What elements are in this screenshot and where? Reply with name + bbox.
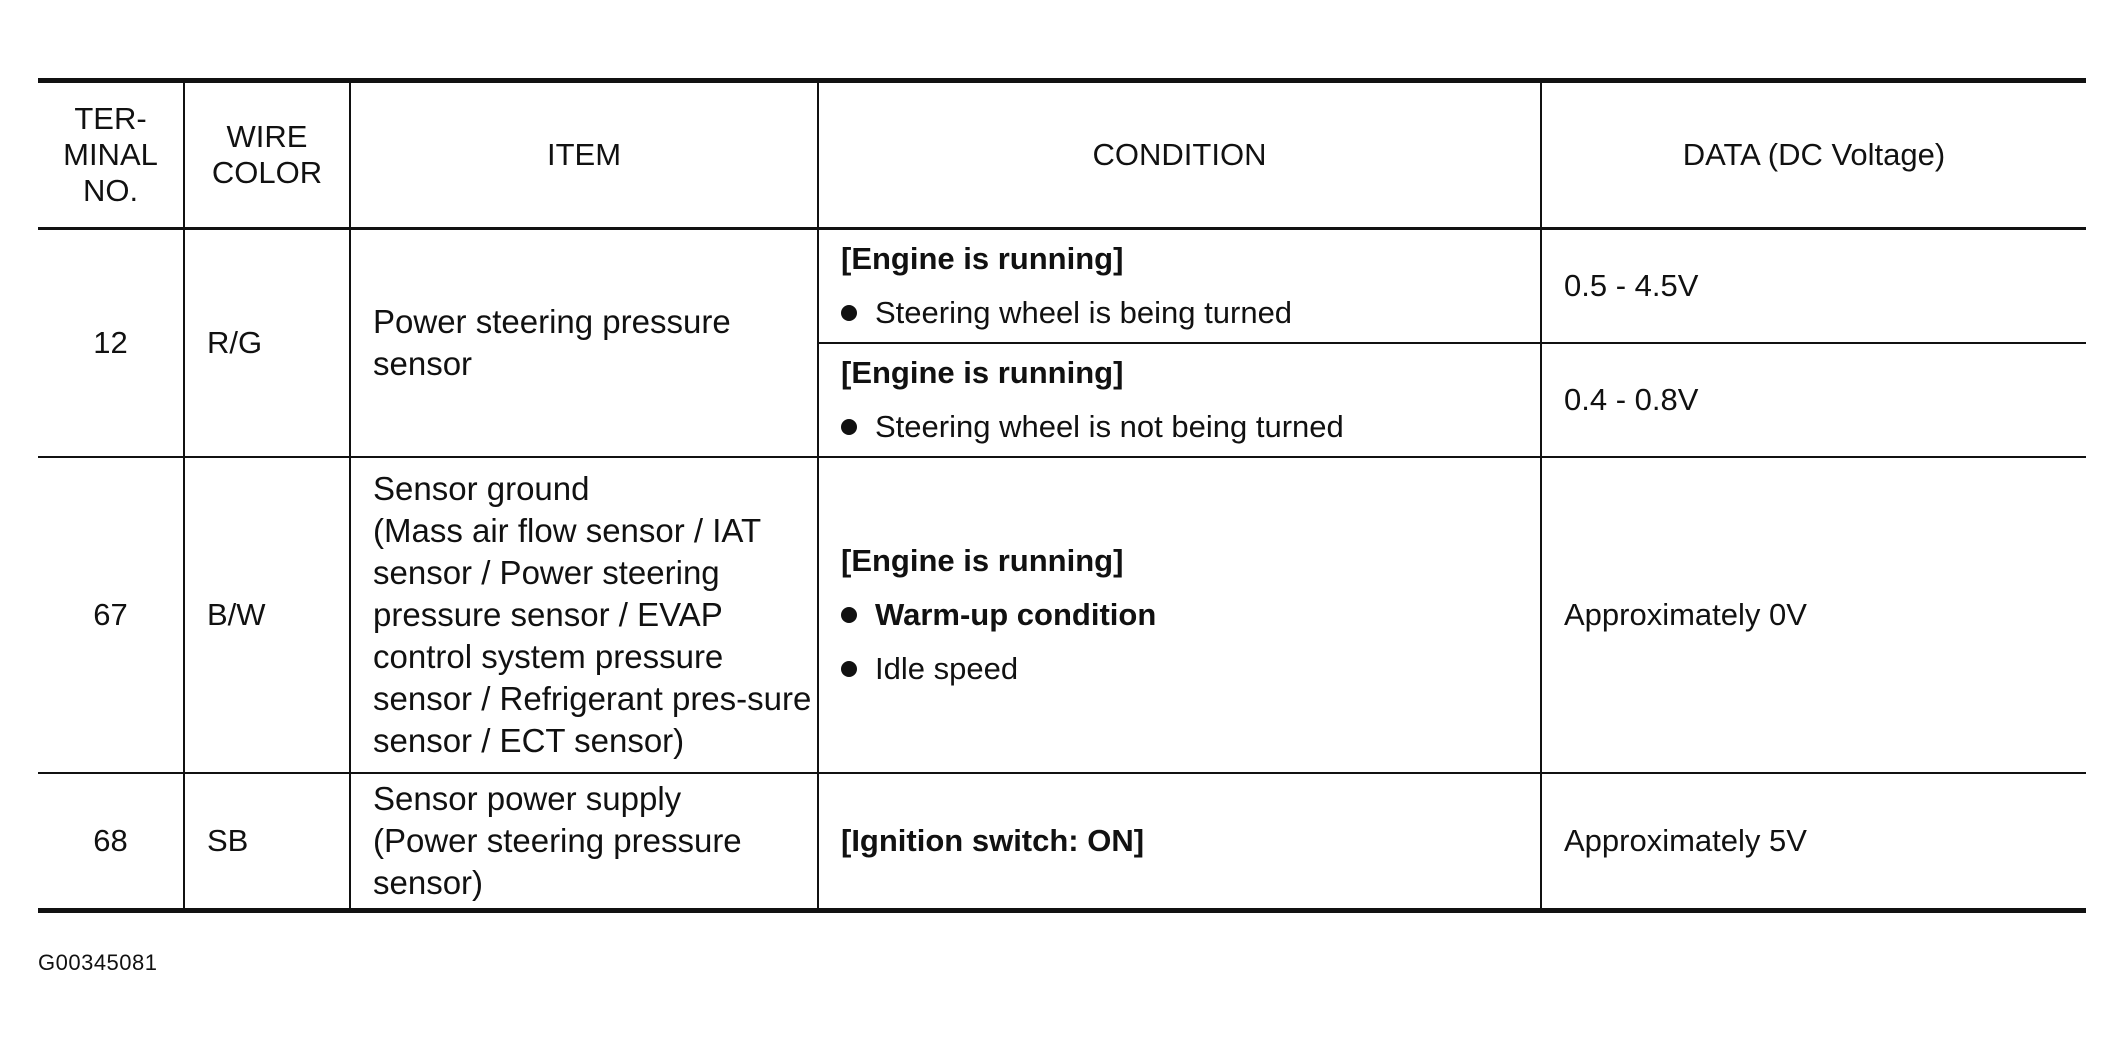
- bullet-dot-icon: [841, 661, 857, 677]
- header-wire-line1: WIRE: [226, 119, 308, 154]
- data-cell: [1541, 343, 2086, 457]
- table-row: [38, 773, 2086, 911]
- wire-color-cell: B/W: [184, 457, 350, 773]
- condition-bullet-text: Warm-up condition: [875, 596, 1157, 632]
- ecm-terminal-table: [38, 78, 2086, 913]
- data-value: Approximately 5V: [1564, 822, 1807, 858]
- header-data: DATA (DC Voltage): [1541, 81, 2086, 229]
- header-terminal-line3: NO.: [82, 173, 139, 208]
- terminal-cell: 68: [38, 773, 184, 911]
- wire-color-cell: SB: [184, 773, 350, 911]
- header-item: ITEM: [350, 81, 818, 229]
- data-cell: [1541, 773, 2086, 911]
- header-condition: CONDITION: [818, 81, 1541, 229]
- table-row: [38, 229, 2086, 343]
- condition-bullet: [841, 407, 1540, 447]
- item-cell: Sensor power supply (Power steering pressure sensor): [350, 773, 818, 911]
- condition-heading: [Engine is running]: [841, 354, 1124, 390]
- condition-heading: [Engine is running]: [841, 542, 1124, 578]
- header-wire-color: [184, 81, 350, 229]
- terminal-cell: 67: [38, 457, 184, 773]
- data-cell: [1541, 229, 2086, 343]
- item-cell: Power steering pressure sensor: [350, 229, 818, 457]
- data-value: Approximately 0V: [1564, 596, 1807, 632]
- header-terminal-no: [38, 81, 184, 229]
- bullet-dot-icon: [841, 305, 857, 321]
- header-wire-line2: COLOR: [211, 155, 323, 190]
- condition-cell: [818, 343, 1541, 457]
- header-terminal-line2: MINAL: [63, 137, 158, 172]
- table-header-row: [38, 81, 2086, 229]
- wire-color-cell: R/G: [184, 229, 350, 457]
- header-terminal-line1: TER-: [74, 101, 147, 136]
- data-cell: [1541, 457, 2086, 773]
- condition-bullet: [841, 649, 1540, 689]
- condition-heading: [Ignition switch: ON]: [841, 822, 1145, 858]
- condition-bullet-text: Steering wheel is not being turned: [875, 408, 1344, 444]
- terminal-cell: 12: [38, 229, 184, 457]
- bullet-dot-icon: [841, 607, 857, 623]
- condition-bullet: [841, 595, 1540, 635]
- bullet-dot-icon: [841, 419, 857, 435]
- condition-bullet-text: Steering wheel is being turned: [875, 294, 1293, 330]
- data-value: 0.4 - 0.8V: [1564, 381, 1699, 417]
- table-row: [38, 457, 2086, 773]
- condition-cell: [818, 229, 1541, 343]
- condition-cell: [818, 773, 1541, 911]
- figure-code: G00345081: [38, 950, 158, 975]
- data-value: 0.5 - 4.5V: [1564, 267, 1699, 303]
- condition-heading: [Engine is running]: [841, 240, 1124, 276]
- condition-bullet: [841, 293, 1540, 333]
- condition-bullet-text: Idle speed: [875, 650, 1019, 686]
- item-cell: Sensor ground (Mass air flow sensor / IAT sensor / Power steering pressure sensor / EVAP control system pressure sensor / Refrigerant pres-sure sensor / ECT sensor): [350, 457, 818, 773]
- condition-cell: [818, 457, 1541, 773]
